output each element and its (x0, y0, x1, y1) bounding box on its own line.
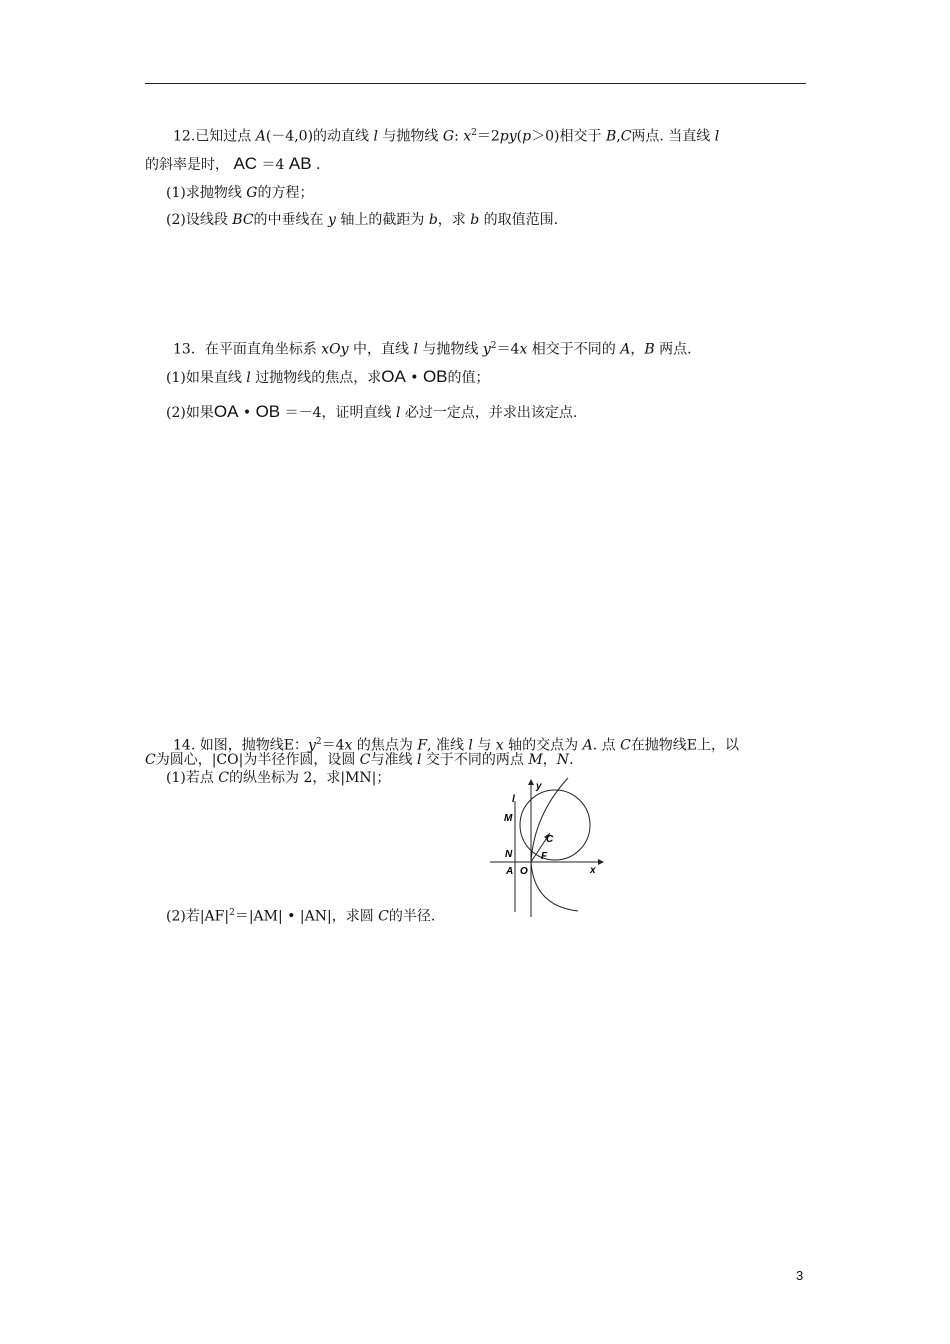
problem-12-line-1: 12.已知过点 A(－4,0)的动直线 l 与抛物线 G: $x^2=2py(p>0)$相交于 B,C两点. 当直线 l (173, 128, 720, 145)
x-axis-arrow (598, 859, 604, 865)
y-axis-arrow (528, 779, 534, 785)
label-o: O (520, 866, 528, 877)
label-f: F (541, 851, 548, 862)
problem-12-part-2: (2)设线段 BC的中垂线在 y 轴上的截距为 b，求 b 的取值范围. (166, 212, 559, 228)
problem-13-part-2: (2)如果OA • OB ＝－4，证明直线 l 必过一定点，并求出该定点. (166, 402, 578, 421)
label-n: N (505, 849, 513, 860)
label-a: A (506, 866, 514, 877)
parabola-curve (531, 778, 578, 911)
problem-14-line-1: 14. 如图，抛物线E：$y^2=4x$ 的焦点为 F, 准线 l 与 x 轴的交点为 A. 点 C在抛物线E上，以 (173, 737, 740, 754)
problem-12-part-1: (1)求抛物线 G的方程； (166, 185, 314, 201)
problem-13-line-1: 13．在平面直角坐标系 xOy 中，直线 l 与抛物线 $y^2=4x$ 相交于不同的 A，B 两点. (173, 341, 692, 358)
header-rule (145, 83, 806, 84)
problem-13-part-1: (1)如果直线 l 过抛物线的焦点，求OA • OB的值； (166, 367, 490, 386)
label-c: C (546, 834, 554, 845)
label-l: l (512, 794, 515, 805)
problem-14-line-2: C为圆心，|CO|为半径作圆，设圆 C与准线 l 交于不同的两点 M，N. (145, 752, 574, 768)
label-m: M (504, 813, 513, 824)
label-x: x (590, 865, 596, 876)
problem-14-part-1: (1)若点 C的纵坐标为 2，求|MN|； (166, 770, 391, 786)
label-y: y (536, 781, 542, 792)
page-number: 3 (796, 1268, 804, 1283)
parabola-circle-figure (480, 775, 610, 920)
problem-12-line-2: 的斜率是时， AC ＝4 AB . (145, 154, 321, 173)
problem-14-part-2: (2)若$|AF|^2=|AM|$ • |AN|，求圆 C的半径. (166, 908, 436, 925)
